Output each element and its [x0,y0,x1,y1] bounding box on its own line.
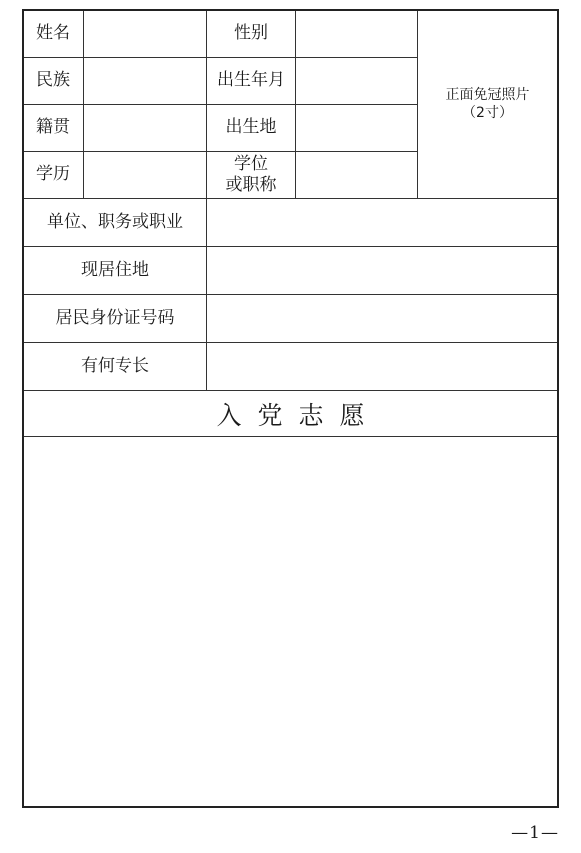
value-degree-title[interactable] [296,152,418,199]
label-name: 姓名 [24,11,84,58]
value-gender[interactable] [296,11,418,58]
label-workplace: 单位、职务或职业 [24,199,207,247]
label-birthplace: 出生地 [207,105,296,152]
label-degree-line2: 或职称 [225,175,277,195]
label-degree-line1: 学位 [234,153,268,174]
label-birth-date: 出生年月 [207,58,296,105]
label-education: 学历 [24,152,84,199]
section-title: 入党志愿 [24,391,557,437]
application-form [22,9,559,808]
label-id-number: 居民身份证号码 [24,295,207,343]
value-id-number[interactable] [207,295,557,343]
label-ethnicity: 民族 [24,58,84,105]
value-name[interactable] [84,11,207,58]
value-education[interactable] [84,152,207,199]
photo-hint-line1: 正面免冠照片 [445,87,530,103]
label-native-place: 籍贯 [24,105,84,152]
value-native-place[interactable] [84,105,207,152]
value-birthplace[interactable] [296,105,418,152]
value-ethnicity[interactable] [84,58,207,105]
value-workplace[interactable] [207,199,557,247]
value-specialty[interactable] [207,343,557,391]
value-birth-date[interactable] [296,58,418,105]
label-gender: 性别 [207,11,296,58]
label-specialty: 有何专长 [24,343,207,391]
photo-hint-line2: （2寸） [462,104,513,121]
photo-box[interactable] [418,11,557,199]
application-content-area[interactable] [24,437,557,806]
page-number: —1— [511,823,559,843]
label-residence: 现居住地 [24,247,207,295]
label-degree-title [207,152,296,199]
value-residence[interactable] [207,247,557,295]
